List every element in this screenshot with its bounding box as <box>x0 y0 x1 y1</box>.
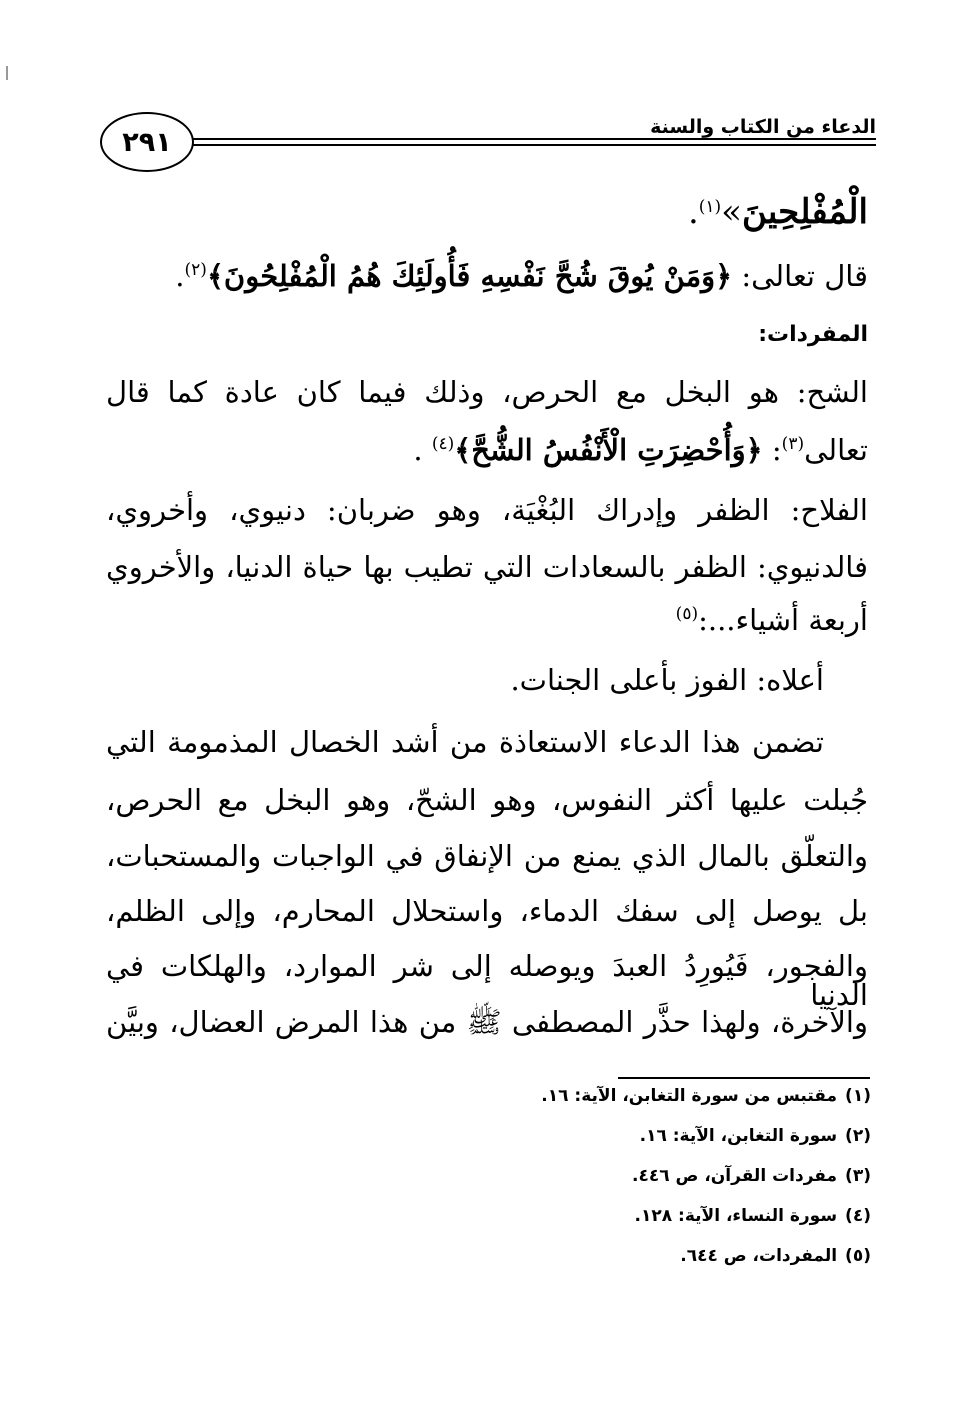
line-9: أعلاه: الفوز بأعلى الجنات. <box>510 663 824 697</box>
line-8: أربعة أشياء...:$^{(٥)}$ <box>675 603 868 637</box>
footnote-3: (٣)مفردات القرآن، ص ٤٤٦. <box>632 1166 871 1186</box>
line-14: والفجور، فَيُورِدُ العبدَ ويوصله إلى شر الموارد، والهلكات في الدنيا <box>106 949 868 1012</box>
line-15: والآخرة، ولهذا حذَّر المصطفى ﷺ من هذا المرض العضال، وبيَّن <box>106 1005 868 1039</box>
scan-margin-mark <box>6 66 8 80</box>
line-1: الْمُفْلِحِينَ»$^{(١)}$. <box>687 192 868 232</box>
line-5: تعالى$^{(٣)}$: ﴿وَأُحْضِرَتِ الْأَنْفُسُ الشُّحَّ﴾$^{(٤)}$ . <box>413 433 868 467</box>
header-rule <box>192 138 876 140</box>
footnote-rule <box>618 1077 870 1079</box>
footnote-5: (٥)المفردات، ص ٦٤٤. <box>680 1246 871 1266</box>
page-header <box>100 100 880 200</box>
line-13: بل يوصل إلى سفك الدماء، واستحلال المحارم، وإلى الظلم، <box>106 894 868 928</box>
footnote-4: (٤)سورة النساء، الآية: ١٢٨. <box>634 1206 871 1226</box>
line-4: الشح: هو البخل مع الحرص، وذلك فيما كان عادة كما قال <box>106 375 868 409</box>
page-number: ٢٩١ <box>100 112 194 172</box>
footnote-2: (٢)سورة التغابن، الآية: ١٦. <box>639 1126 871 1146</box>
line-6: الفلاح: الظفر وإدراك البُغْيَة، وهو ضربان: دنيوي، وأخروي، <box>106 493 868 527</box>
line-10: تضمن هذا الدعاء الاستعاذة من أشد الخصال المذمومة التي <box>106 725 824 759</box>
line-7: فالدنيوي: الظفر بالسعادات التي تطيب بها حياة الدنيا، والأخروي <box>106 550 868 584</box>
line-11: جُبلت عليها أكثر النفوس، وهو الشحّ، وهو البخل مع الحرص، <box>106 783 868 817</box>
footnotes <box>541 1088 871 1288</box>
header-rule <box>192 144 876 146</box>
running-title: الدعاء من الكتاب والسنة <box>650 116 876 138</box>
section-heading: المفردات: <box>758 322 868 347</box>
line-2: قال تعالى: ﴿وَمَنْ يُوقَ شُحَّ نَفْسِهِ فَأُولَئِكَ هُمُ الْمُفْلِحُونَ﴾$^{(٢)}$. <box>175 259 868 293</box>
line-12: والتعلّق بالمال الذي يمنع من الإنفاق في الواجبات والمستحبات، <box>106 839 868 873</box>
footnote-1: (١)مقتبس من سورة التغابن، الآية: ١٦. <box>541 1086 871 1106</box>
